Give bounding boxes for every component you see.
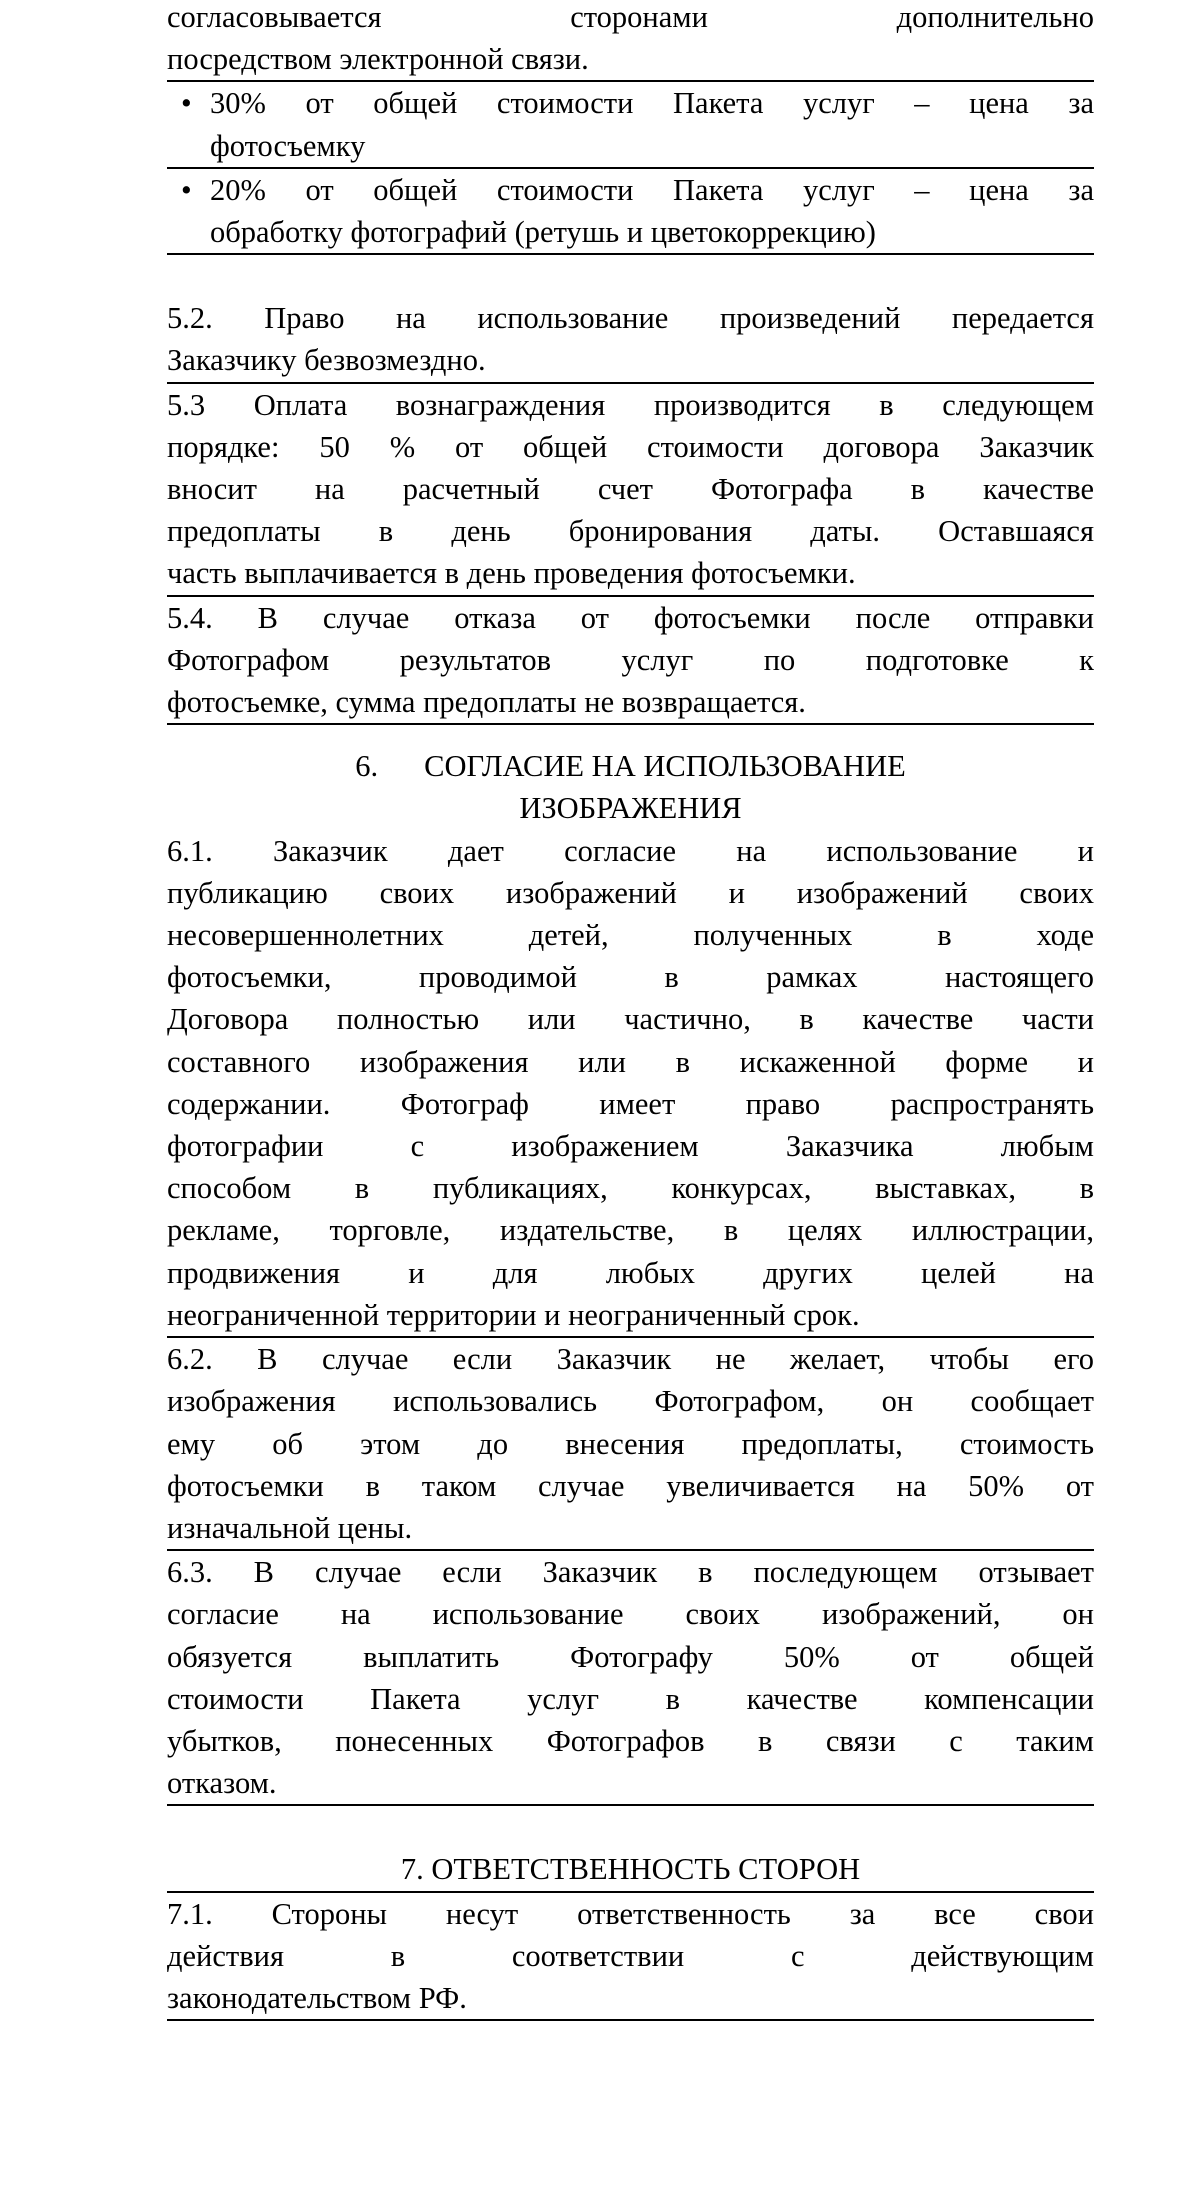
section-6-number: 6. [355,749,379,784]
top-fragment-line-2: посредством электронной связи. [167,42,589,77]
clause-6-3-line-5: убытков, понесенных Фотографов в связи с таким [167,1723,1094,1758]
bullet-line-group [167,169,1094,253]
clause-6-2-line-2: изображения использовались Фотографом, он сообщает [167,1384,1094,1419]
spacer-after-bullets [167,255,1094,297]
clause-6-3-line-1: 6.3. В случае если Заказчик в последующем отзывает [167,1555,1094,1590]
bullet-2-line-2: обработку фотографий (ретушь и цветокоррекцию) [210,215,876,250]
clause-6-3-line-4: стоимости Пакета услуг в качестве компенсации [167,1681,1094,1716]
bullet-2-line-1: 20% от общей стоимости Пакета услуг – цена за [210,172,1094,207]
clause-6-3-line-2: согласие на использование своих изображений, он [167,1597,1094,1632]
clause-6-2-line-3: ему об этом до внесения предоплаты, стоимость [167,1426,1094,1461]
clause-6-2 [167,1338,1094,1551]
clause-6-1-line-12: неограниченной территории и неограниченный срок. [167,1297,860,1332]
section-7-heading [167,1848,1094,1892]
clause-6-3 [167,1551,1094,1806]
clause-7-1-line-3: законодательством РФ. [167,1980,467,2015]
clause-5-3-line-2: порядке: 50 % от общей стоимости договора Заказчик [167,429,1094,464]
clause-5-4-line-2: Фотографом результатов услуг по подготовке к [167,642,1094,677]
clause-5-3 [167,384,1094,597]
clause-5-4-line-3: фотосъемке, сумма предоплаты не возвращается. [167,685,806,720]
clause-6-3-line-6: отказом. [167,1766,277,1801]
clause-6-1-line-3: несовершеннолетних детей, полученных в ходе [167,918,1094,953]
section-6-heading-line-1 [167,745,1094,787]
clause-5-3-line-4: предоплаты в день бронирования даты. Оставшаяся [167,514,1094,549]
clause-6-1-line-2: публикацию своих изображений и изображений своих [167,875,1094,910]
clause-7-1-line-2: действия в соответствии с действующим [167,1938,1094,1973]
clause-5-2-line-2: Заказчику безвозмездно. [167,343,486,378]
clause-6-2-line-5: изначальной цены. [167,1510,413,1545]
bullet-marker-icon: • [181,172,192,207]
section-6-heading-line-2: ИЗОБРАЖЕНИЯ [519,791,742,826]
clause-5-3-line-3: вносит на расчетный счет Фотографа в качестве [167,472,1094,507]
spacer-before-section-6 [167,725,1094,745]
document-content [167,0,1094,2021]
bullet-item-retouch-price [167,169,1094,255]
clause-5-4-line-1: 5.4. В случае отказа от фотосъемки после отправки [167,600,1094,635]
clause-6-1-line-9: способом в публикациях, конкурсах, выставках, в [167,1171,1094,1206]
clause-5-3-line-5: часть выплачивается в день проведения фотосъемки. [167,556,856,591]
clause-6-3-line-3: обязуется выплатить Фотографу 50% от общей [167,1639,1094,1674]
top-fragment-line-1: согласовывается сторонами дополнительно [167,0,1094,34]
clause-6-2-line-4: фотосъемки в таком случае увеличивается на 50% от [167,1468,1094,1503]
clause-6-2-line-1: 6.2. В случае если Заказчик не желает, чтобы его [167,1342,1094,1377]
section-7-title: 7. ОТВЕТСТВЕННОСТЬ СТОРОН [400,1852,861,1887]
section-6-title-part-1: СОГЛАСИЕ НА ИСПОЛЬЗОВАНИЕ [424,749,906,784]
clause-5-2 [167,297,1094,383]
clause-6-1-line-4: фотосъемки, проводимой в рамках настоящего [167,960,1094,995]
clause-6-1-line-11: продвижения и для любых других целей на [167,1255,1094,1290]
bullet-1-line-1: 30% от общей стоимости Пакета услуг – цена за [210,86,1094,121]
clause-6-1-line-5: Договора полностью или частично, в качестве части [167,1002,1094,1037]
clause-6-1-line-6: составного изображения или в искаженной форме и [167,1044,1094,1079]
section-6-heading [167,745,1094,829]
bullet-line-group [167,82,1094,166]
clause-6-1-line-7: содержании. Фотограф имеет право распространять [167,1086,1094,1121]
clause-6-1-line-10: рекламе, торговле, издательстве, в целях иллюстрации, [167,1213,1094,1248]
clause-7-1 [167,1893,1094,2022]
spacer-before-section-7 [167,1806,1094,1848]
clause-5-4 [167,597,1094,726]
paragraph-top-fragment [167,0,1094,82]
clause-6-1 [167,830,1094,1338]
clause-5-2-line-1: 5.2. Право на использование произведений передается [167,301,1094,336]
clause-6-1-line-8: фотографии с изображением Заказчика любым [167,1129,1094,1164]
bullet-1-line-2: фотосъемку [210,128,366,163]
bullet-item-photoshoot-price [167,82,1094,168]
clause-5-3-line-1: 5.3 Оплата вознаграждения производится в следующем [167,387,1094,422]
bullet-marker-icon: • [181,86,192,121]
clause-7-1-line-1: 7.1. Стороны несут ответственность за все свои [167,1896,1094,1931]
clause-6-1-line-1: 6.1. Заказчик дает согласие на использование и [167,833,1094,868]
